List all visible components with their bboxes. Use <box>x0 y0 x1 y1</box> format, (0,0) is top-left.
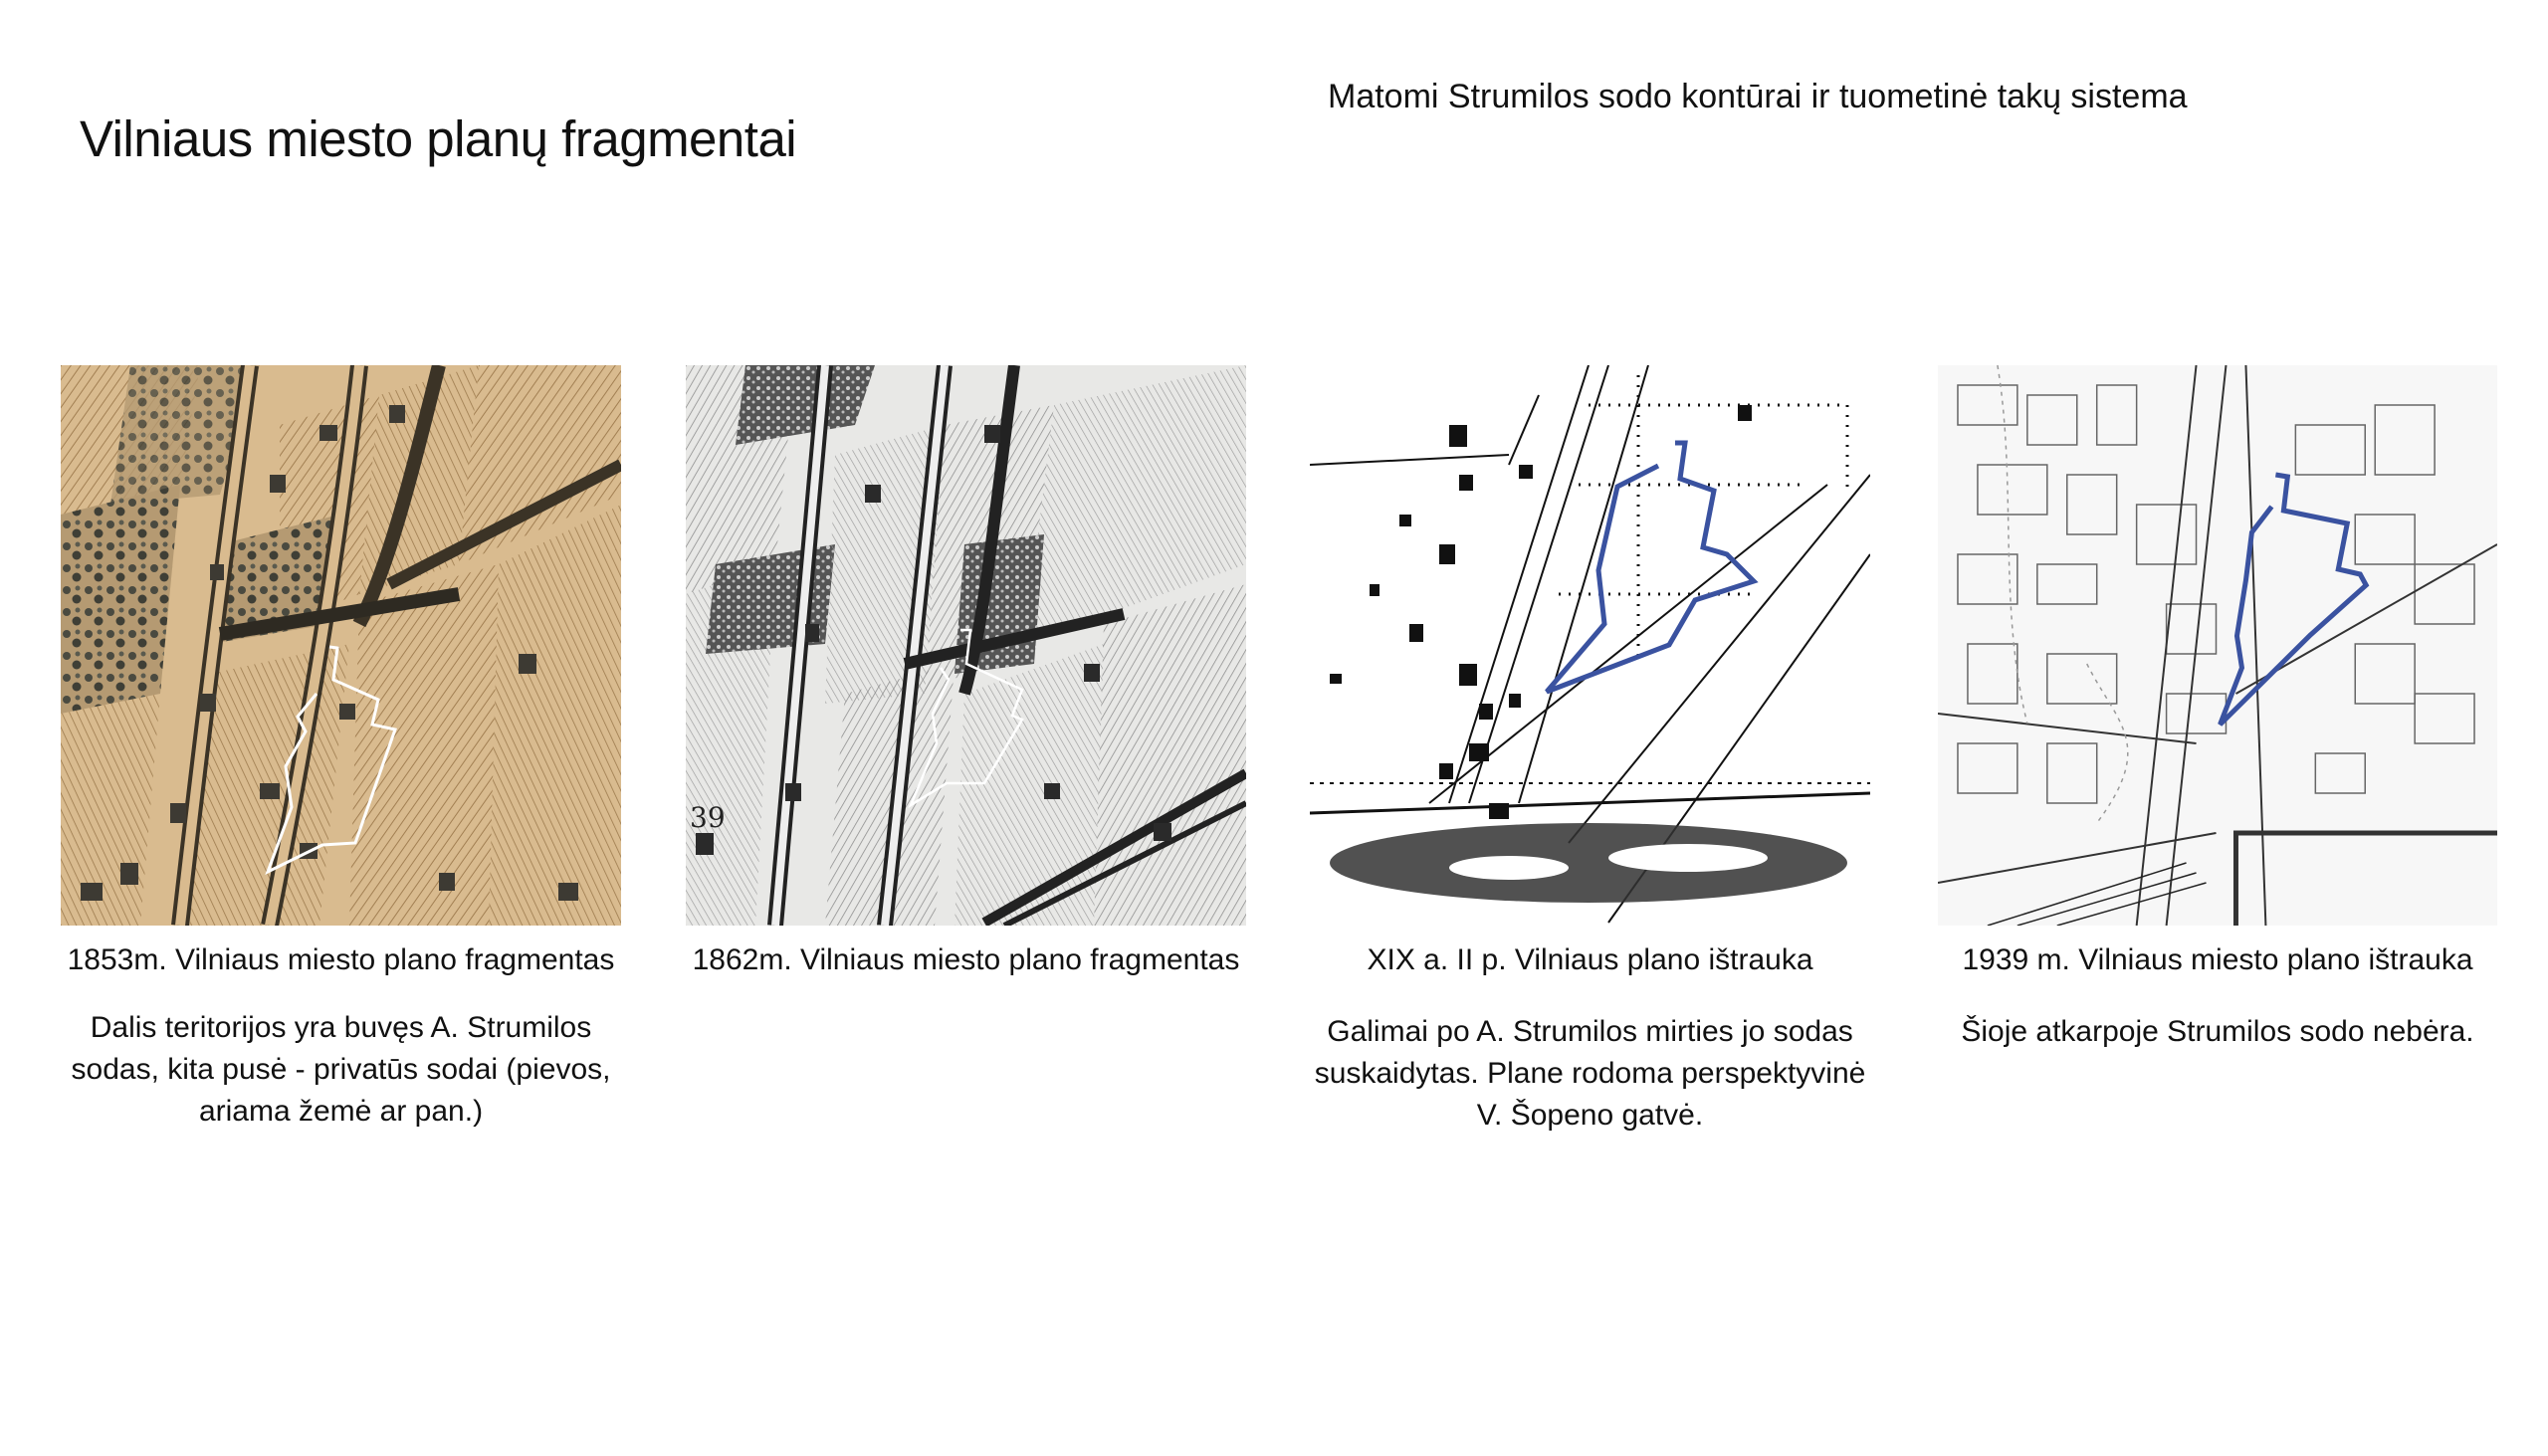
map-panel-1862 <box>686 365 1246 981</box>
map-panel-xix <box>1310 365 1870 1137</box>
page-subtitle: Matomi Strumilos sodo kontūrai ir tuometinė takų sistema <box>1328 78 2188 115</box>
caption-1853: 1853m. Vilniaus miesto plano fragmentas <box>67 943 615 976</box>
caption-xix: XIX a. II p. Vilniaus plano ištrauka <box>1367 943 1813 976</box>
map-image-1862 <box>686 365 1246 926</box>
map-image-1939 <box>1938 365 2497 926</box>
map-image-xix <box>1310 365 1870 926</box>
map-panel-1853 <box>61 365 621 1133</box>
description-1853: Dalis teritorijos yra buvęs A. Strumilos sodas, kita pusė - privatūs sodai (pievos, ariama žemė ar pan.) <box>71 1011 611 1128</box>
caption-1939: 1939 m. Vilniaus miesto plano ištrauka <box>1962 943 2473 976</box>
page-title: Vilniaus miesto planų fragmentai <box>80 110 797 168</box>
svg-text:39: 39 <box>690 801 726 834</box>
description-1939: Šioje atkarpoje Strumilos sodo nebėra. <box>1961 1015 2474 1048</box>
map-image-1853 <box>61 365 621 926</box>
caption-1862: 1862m. Vilniaus miesto plano fragmentas <box>692 943 1240 976</box>
map-panel-1939 <box>1938 365 2497 1053</box>
description-xix: Galimai po A. Strumilos mirties jo sodas suskaidytas. Plane rodoma perspektyvinė V. Šopeno gatvė. <box>1314 1015 1866 1132</box>
